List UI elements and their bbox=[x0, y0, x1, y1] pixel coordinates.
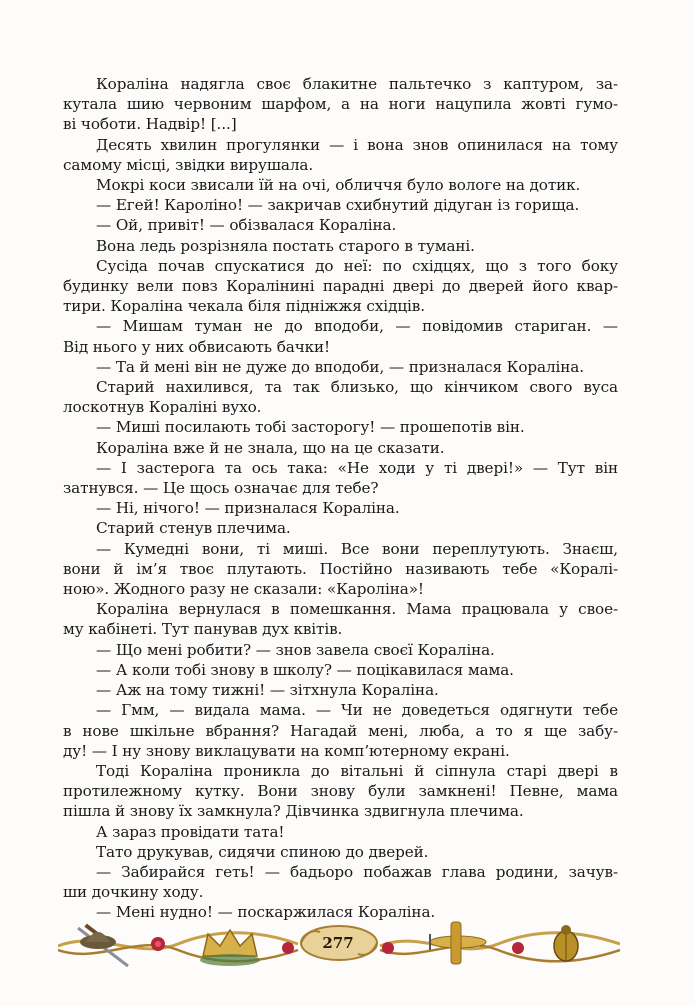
text-line: Старий нахилився, та так близько, що кінчиком свого вуса bbox=[96, 378, 618, 397]
text-line: — Мені нудно! — поскаржилася Кораліна. bbox=[96, 903, 436, 922]
text-line: Тоді Кораліна проникла до вітальні й сіпнула старі двері в bbox=[96, 761, 618, 780]
text-line: Десять хвилин прогулянки — і вона знов опинилася на тому bbox=[96, 135, 618, 154]
paragraph bbox=[63, 256, 618, 317]
paragraph bbox=[63, 862, 618, 902]
text-line: тири. Кораліна чекала біля підніжжя східців. bbox=[63, 297, 425, 316]
text-line: — Миші посилають тобі засторогу! — прошепотів він. bbox=[96, 418, 525, 437]
paragraph bbox=[63, 539, 618, 600]
text-line: — Та й мені він не дуже до вподоби, — призналася Кораліна. bbox=[96, 357, 584, 376]
text-line: в нове шкільне вбрання? Нагадай мені, люба, а то я ще забу- bbox=[63, 721, 618, 740]
text-line: — Егей! Кароліно! — закричав схибнутий дідуган із горища. bbox=[96, 196, 580, 215]
text-line: — І застерога та ось така: «Не ходи у ті двері!» — Тут він bbox=[96, 458, 618, 477]
text-line: — А коли тобі знову в школу? — поцікавилася мама. bbox=[96, 660, 514, 679]
text-line: ною». Жодного разу не сказали: «Кароліна»! bbox=[63, 580, 424, 599]
paragraph bbox=[63, 215, 618, 235]
paragraph bbox=[63, 74, 618, 135]
text-line: Мокрі коси звисали їй на очі, обличчя було вологе на дотик. bbox=[96, 176, 581, 195]
text-line: — Мишам туман не до вподоби, — повідомив стариган. — bbox=[96, 317, 618, 336]
text-line: ду! — І ну знову виклацувати на комп’ютерному екрані. bbox=[63, 741, 510, 760]
paragraph bbox=[63, 236, 618, 256]
paragraph bbox=[63, 438, 618, 458]
text-line: вони й ім’я твоє плутають. Постійно називають тебе «Коралі- bbox=[63, 559, 618, 578]
text-line: Сусіда почав спускатися до неї: по східцях, що з того боку bbox=[96, 256, 618, 275]
rose-icon bbox=[382, 942, 394, 954]
text-line: — Аж на тому тижні! — зітхнула Кораліна. bbox=[96, 681, 439, 700]
text-line: ві чоботи. Надвір! [...] bbox=[63, 115, 237, 134]
text-line: му кабінеті. Тут панував дух квітів. bbox=[63, 620, 343, 639]
text-line: лоскотнув Кораліні вухо. bbox=[63, 398, 262, 417]
paragraph bbox=[63, 357, 618, 377]
text-line: — Ой, привіт! — обізвалася Кораліна. bbox=[96, 216, 397, 235]
rose-icon bbox=[282, 942, 294, 954]
text-line: затнувся. — Це щось означає для тебе? bbox=[63, 479, 379, 498]
paragraph bbox=[63, 761, 618, 822]
text-line: ши дочкину ходу. bbox=[63, 883, 204, 902]
text-line: Кораліна надягла своє блакитне пальтечко з каптуром, за- bbox=[96, 75, 618, 93]
text-line: Від нього у них обвисають бачки! bbox=[63, 337, 331, 356]
text-line: А зараз провідати тата! bbox=[96, 822, 285, 841]
text-line: протилежному кутку. Вони знову були замкнені! Певне, мама bbox=[63, 782, 618, 801]
paragraph bbox=[63, 195, 618, 215]
paragraph bbox=[63, 458, 618, 498]
paragraph bbox=[63, 842, 618, 862]
text-line: Старий стенув плечима. bbox=[96, 519, 291, 538]
paragraph bbox=[63, 700, 618, 761]
text-line: будинку вели повз Коралінині парадні двері до дверей його квар- bbox=[63, 277, 618, 296]
paragraph bbox=[63, 135, 618, 175]
rose-icon bbox=[512, 942, 524, 954]
body-text bbox=[63, 74, 618, 923]
page-number: 277 bbox=[322, 934, 354, 952]
text-line: Тато друкував, сидячи спиною до дверей. bbox=[96, 842, 429, 861]
text-line: Кораліна вернулася в помешкання. Мама працювала у свое- bbox=[96, 600, 618, 619]
paragraph bbox=[63, 417, 618, 437]
beetle-icon bbox=[554, 925, 578, 961]
paragraph bbox=[63, 680, 618, 700]
text-line: самому місці, звідки вирушала. bbox=[63, 155, 314, 174]
paragraph bbox=[63, 518, 618, 538]
text-line: Вона ледь розрізняла постать старого в тумані. bbox=[96, 236, 475, 255]
paragraph bbox=[63, 599, 618, 639]
text-line: — Що мені робити? — знов завела своєї Кораліна. bbox=[96, 640, 495, 659]
paragraph bbox=[63, 822, 618, 842]
text-line: — Кумедні вони, ті миші. Все вони переплутують. Знаєш, bbox=[96, 539, 618, 558]
paragraph bbox=[63, 377, 618, 417]
text-line: — Гмм, — видала мама. — Чи не доведеться одягнути тебе bbox=[96, 701, 618, 720]
vine-ornament bbox=[380, 945, 620, 961]
text-line: пішла й знову їх замкнула? Дівчинка здвигнула плечима. bbox=[63, 802, 524, 821]
paragraph bbox=[63, 175, 618, 195]
paragraph bbox=[63, 316, 618, 356]
paragraph bbox=[63, 640, 618, 660]
paragraph bbox=[63, 498, 618, 518]
text-line: Кораліна вже й не знала, що на це сказати. bbox=[96, 438, 445, 457]
airplane-icon bbox=[430, 922, 486, 964]
crown-icon bbox=[200, 930, 260, 966]
text-line: кутала шию червоним шарфом, а на ноги нацупила жовті гумо- bbox=[63, 95, 618, 114]
vine-ornament bbox=[380, 933, 620, 949]
paragraph bbox=[63, 660, 618, 680]
text-line: — Забирайся геть! — бадьоро побажав глава родини, зачув- bbox=[96, 862, 618, 881]
text-line: — Ні, нічого! — призналася Кораліна. bbox=[96, 499, 400, 518]
